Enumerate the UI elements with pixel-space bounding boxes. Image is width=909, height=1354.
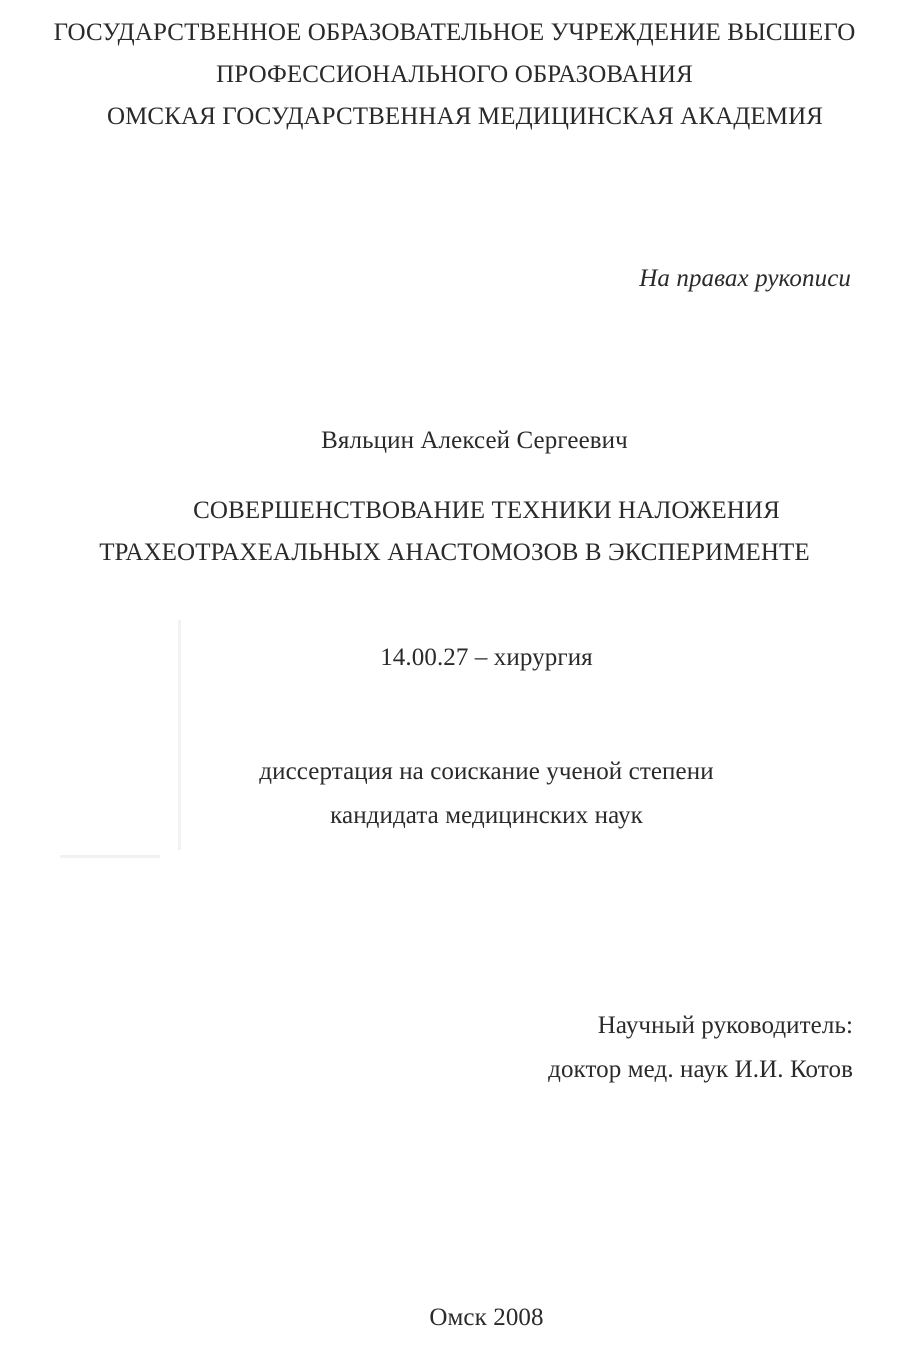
institution-line-3: ОМСКАЯ ГОСУДАРСТВЕННАЯ МЕДИЦИНСКАЯ АКАДЕМИЯ [106, 103, 824, 130]
dissertation-title-line-1: СОВЕРШЕНСТВОВАНИЕ ТЕХНИКИ НАЛОЖЕНИЯ [193, 497, 780, 524]
scan-artifact [60, 855, 160, 858]
author-name: Вяльцин Алексей Сергеевич [321, 427, 628, 454]
manuscript-note: На правах рукописи [639, 265, 851, 292]
degree-line-1: диссертация на соискание ученой степени [259, 758, 714, 785]
institution-line-1: ГОСУДАРСТВЕННОЕ ОБРАЗОВАТЕЛЬНОЕ УЧРЕЖДЕНИЕ ВЫСШЕГО [53, 19, 856, 46]
degree-line-2: кандидата медицинских наук [330, 802, 643, 829]
specialty-code: 14.00.27 – хирургия [380, 644, 593, 671]
institution-line-2: ПРОФЕССИОНАЛЬНОГО ОБРАЗОВАНИЯ [216, 61, 693, 88]
city-year: Омск 2008 [429, 1304, 544, 1331]
supervisor-name: доктор мед. наук И.И. Котов [548, 1056, 853, 1083]
supervisor-label: Научный руководитель: [597, 1012, 853, 1039]
dissertation-title-line-2: ТРАХЕОТРАХЕАЛЬНЫХ АНАСТОМОЗОВ В ЭКСПЕРИМЕНТЕ [99, 539, 810, 566]
